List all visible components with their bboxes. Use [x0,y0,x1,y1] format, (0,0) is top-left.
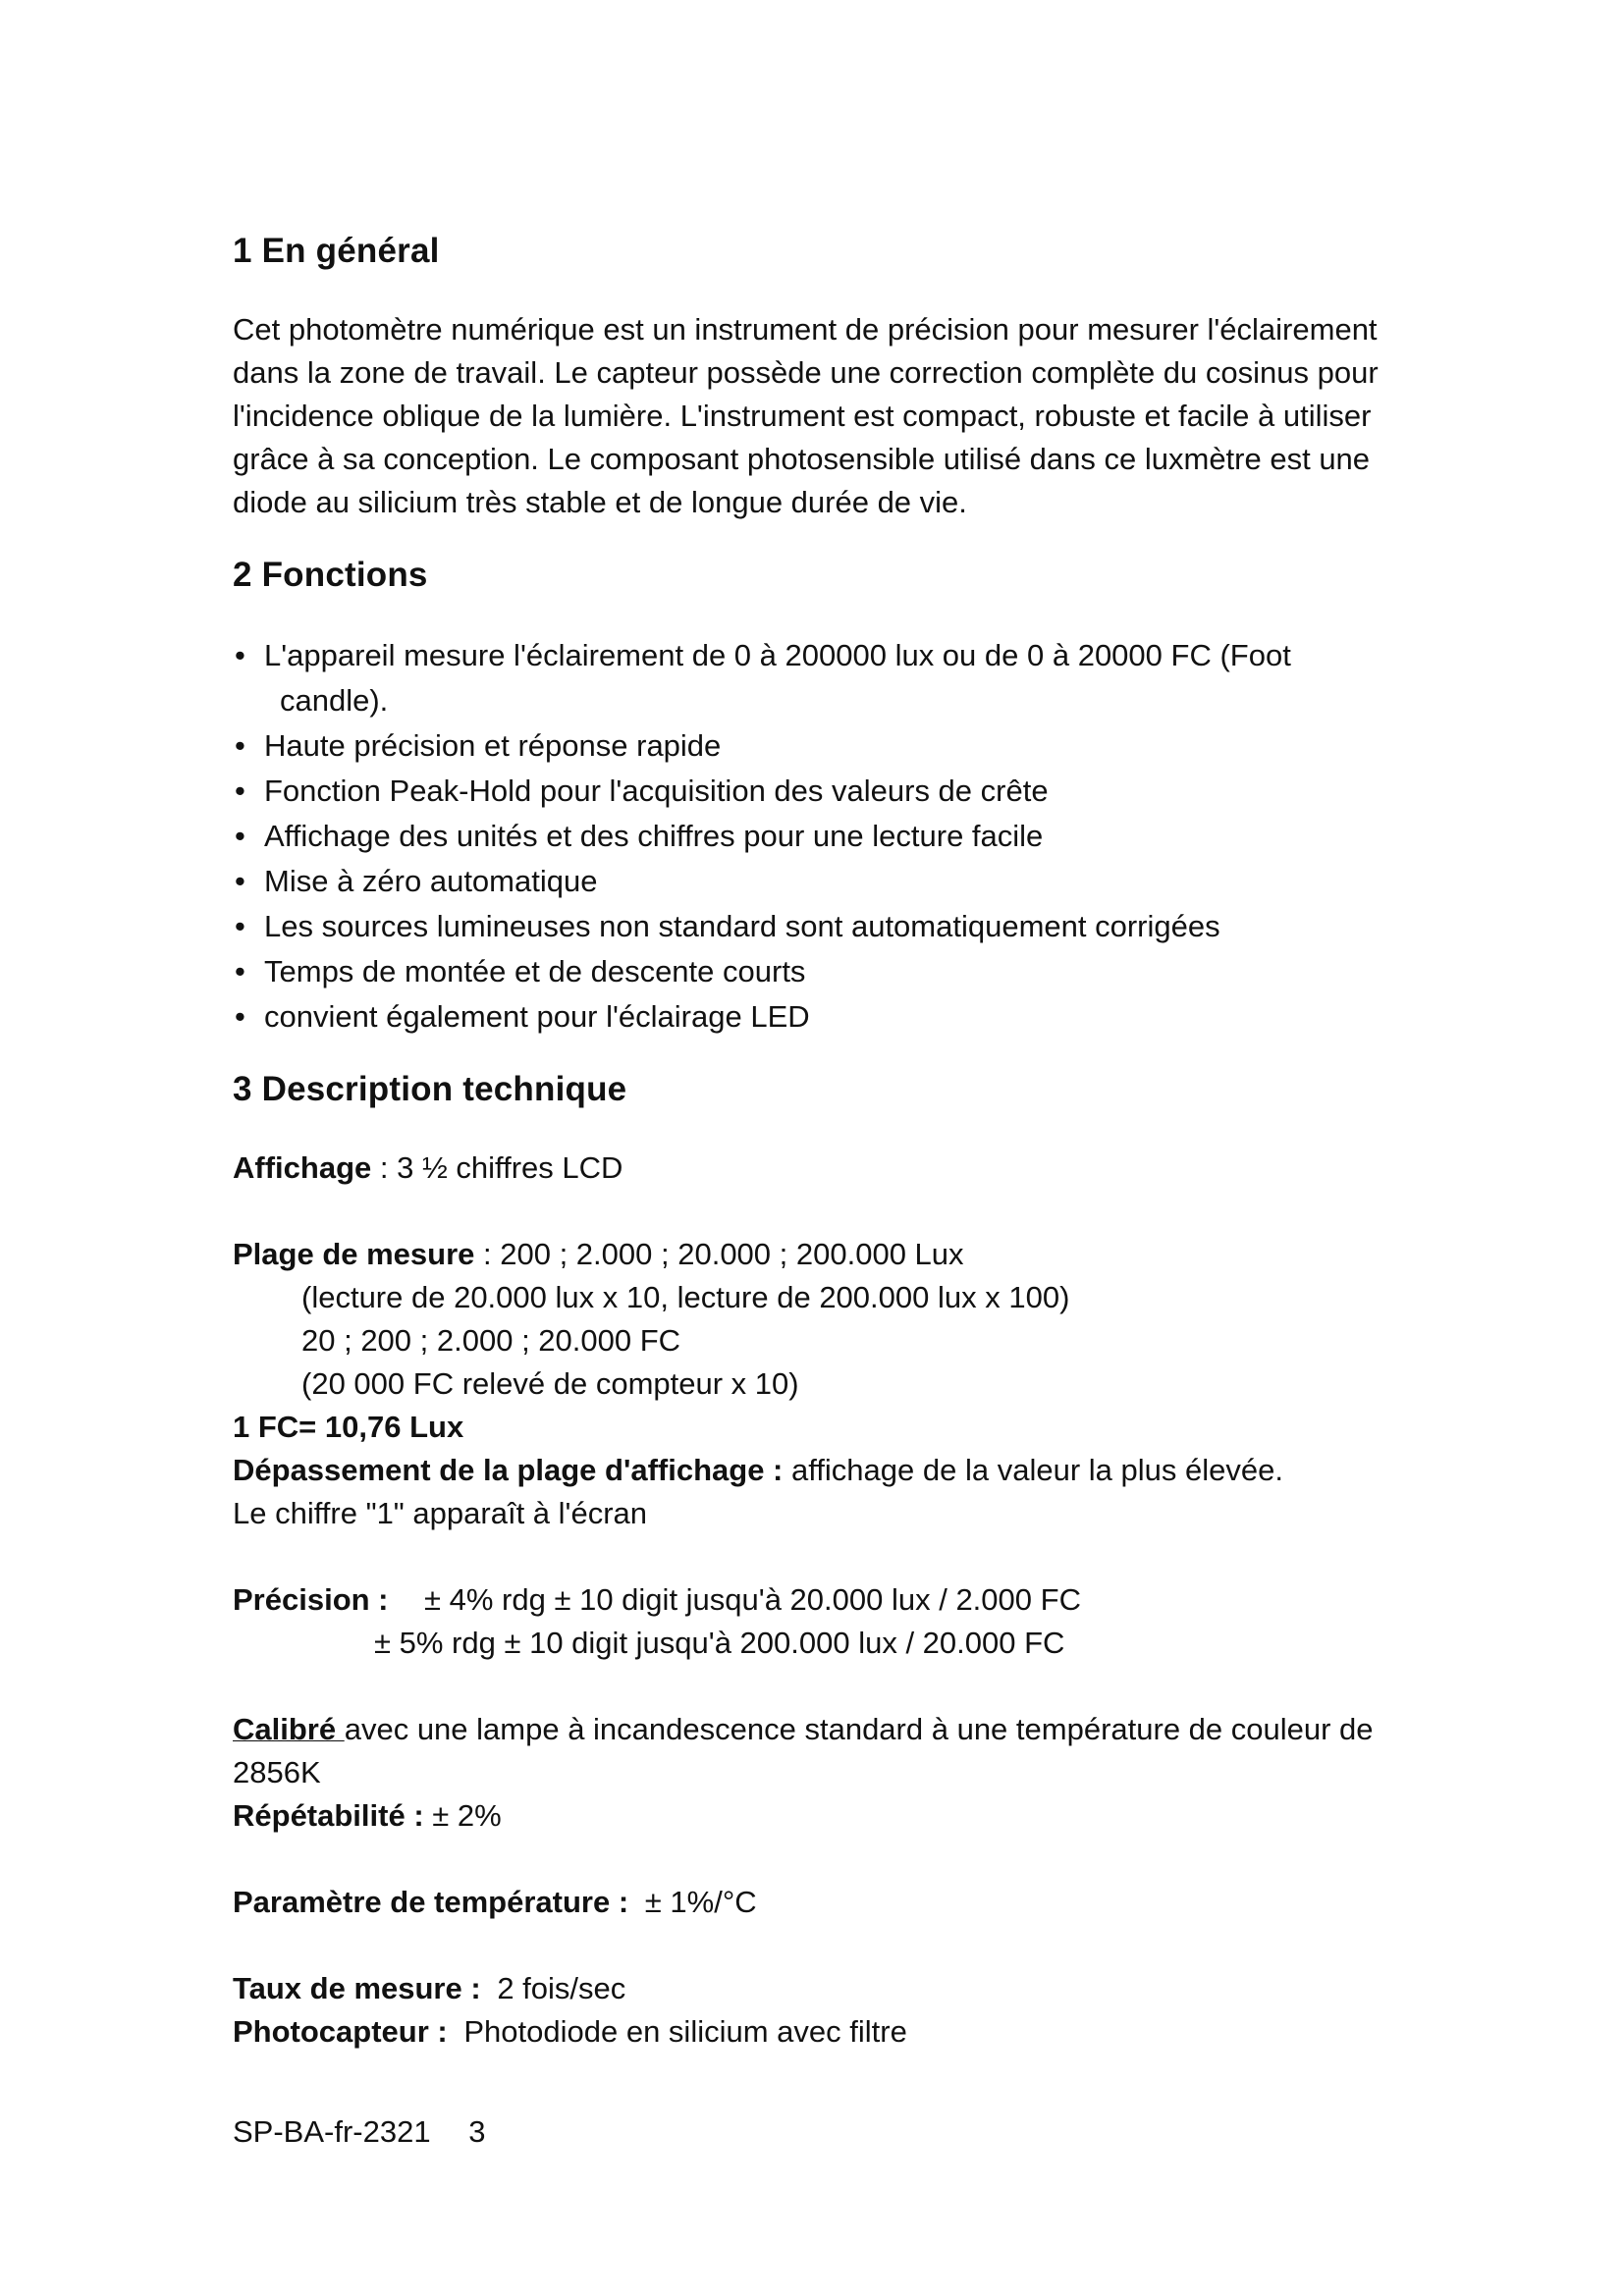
bullet-icon: • [235,999,245,1034]
spec-label: Précision : [233,1582,389,1617]
spec-value: avec une lampe à incandescence standard à une température de couleur de [344,1712,1374,1746]
spec-label: Photocapteur : [233,2014,448,2049]
paragraph-line: dans la zone de travail. Le capteur possède une correction complète du cosinus pour [233,355,1379,390]
spec-value: 3 ½ chiffres LCD [397,1150,623,1185]
spec-plage-sub: (lecture de 20.000 lux x 10, lecture de 200.000 lux x 100) [301,1280,1070,1314]
spec-repetabilite [233,1794,502,1838]
spec-depassement [233,1449,1283,1492]
spec-plage [233,1233,964,1276]
list-item-text: convient également pour l'éclairage LED [264,999,810,1034]
spec-label: Affichage [233,1150,372,1185]
paragraph-line: grâce à sa conception. Le composant photosensible utilisé dans ce luxmètre est une [233,442,1371,476]
list-item [233,904,1291,949]
spec-photocapteur [233,2010,907,2054]
spec-plage-sub: (20 000 FC relevé de compteur x 10) [301,1366,799,1401]
spec-depassement-note: Le chiffre "1" apparaît à l'écran [233,1496,647,1530]
list-item-text: Fonction Peak-Hold pour l'acquisition des valeurs de crête [264,774,1049,808]
spec-label: Plage de mesure [233,1237,475,1271]
spec-calibre-line2: 2856K [233,1755,321,1789]
spec-value: affichage de la valeur la plus élevée. [783,1453,1283,1487]
bullet-icon: • [235,638,245,672]
section-heading-general: 1 En général [233,232,440,270]
list-item [233,994,1291,1040]
section-heading-functions: 2 Fonctions [233,556,428,594]
bullet-icon: • [235,909,245,943]
list-item [233,633,1291,723]
spec-value: ± 2% [423,1798,502,1833]
list-item [233,723,1291,769]
footer-doc-code: SP-BA-fr-2321 [233,2114,431,2149]
section-heading-technical: 3 Description technique [233,1070,627,1108]
spec-label: Répétabilité : [233,1798,424,1833]
spec-value: ± 1%/°C [644,1885,757,1919]
list-item-text: L'appareil mesure l'éclairement de 0 à 200000 lux ou de 0 à 20000 FC (Foot [264,638,1291,672]
list-item [233,949,1291,994]
paragraph-line: diode au silicium très stable et de longue durée de vie. [233,485,967,519]
spec-temperature [233,1881,757,1924]
list-item-text: Temps de montée et de descente courts [264,954,806,988]
spec-precision-value: ± 4% rdg ± 10 digit jusqu'à 20.000 lux / 2.000 FC [424,1582,1081,1617]
footer [233,2114,485,2150]
list-item [233,769,1291,814]
list-item [233,814,1291,859]
spec-value: 200 ; 2.000 ; 20.000 ; 200.000 Lux [500,1237,964,1271]
spec-label: Dépassement de la plage d'affichage : [233,1453,784,1487]
functions-list [233,633,1291,1040]
spec-value: Photodiode en silicium avec filtre [463,2014,907,2049]
list-item-text: Mise à zéro automatique [264,864,598,898]
spec-precision-value: ± 5% rdg ± 10 digit jusqu'à 200.000 lux / 20.000 FC [374,1626,1065,1660]
spec-plage-sub: 20 ; 200 ; 2.000 ; 20.000 FC [301,1323,681,1358]
spec-calibre [233,1708,1374,1751]
general-paragraph [233,308,1411,524]
spec-taux [233,1967,625,2010]
spec-label: Calibré [233,1712,345,1746]
list-item-text: Les sources lumineuses non standard sont automatiquement corrigées [264,909,1220,943]
paragraph-line: l'incidence oblique de la lumière. L'instrument est compact, robuste et facile à utiliser [233,399,1372,433]
spec-separator: : [474,1237,501,1271]
document-page [233,0,1411,2296]
paragraph-line: Cet photomètre numérique est un instrument de précision pour mesurer l'éclairement [233,312,1378,347]
footer-page-number: 3 [468,2114,486,2149]
spec-affichage [233,1147,623,1190]
list-item-text: Haute précision et réponse rapide [264,728,722,763]
list-item-continuation: candle). [280,683,389,718]
spec-separator: : [371,1150,398,1185]
list-item [233,859,1291,904]
spec-label: Paramètre de température : [233,1885,629,1919]
spec-precision [233,1578,389,1622]
bullet-icon: • [235,864,245,898]
bullet-icon: • [235,774,245,808]
bullet-icon: • [235,819,245,853]
bullet-icon: • [235,954,245,988]
spec-value: 2 fois/sec [497,1971,626,2005]
spec-label: Taux de mesure : [233,1971,481,2005]
bullet-icon: • [235,728,245,763]
spec-conversion: 1 FC= 10,76 Lux [233,1410,464,1444]
list-item-text: Affichage des unités et des chiffres pour une lecture facile [264,819,1044,853]
